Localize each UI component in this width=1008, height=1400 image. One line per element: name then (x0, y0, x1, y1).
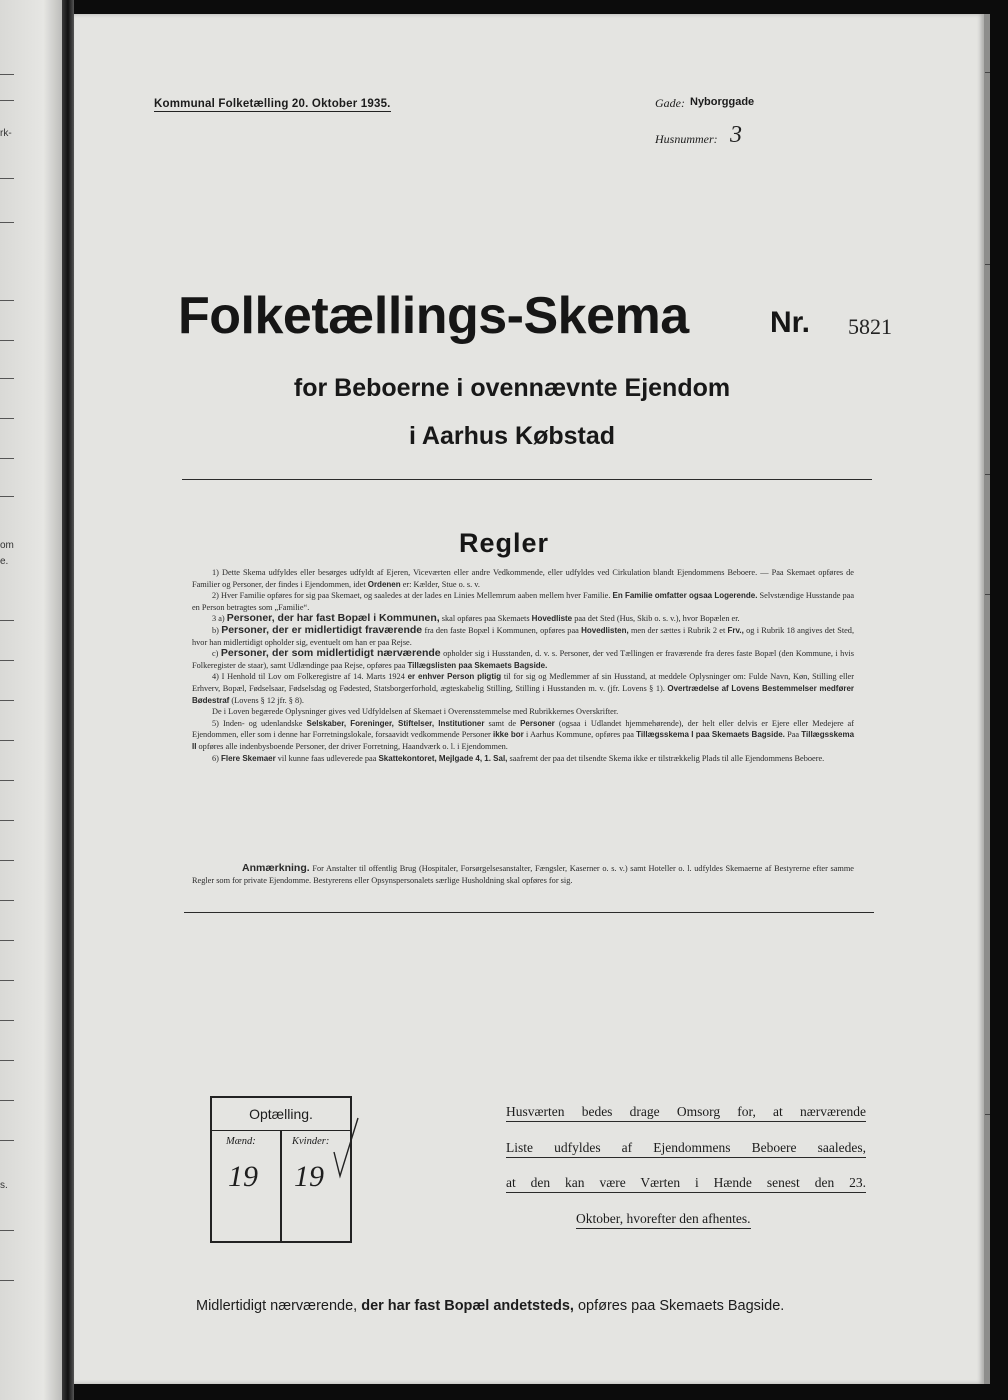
book-gutter (62, 0, 74, 1400)
rule-emphasis: Frv., (727, 625, 744, 635)
women-label: Kvinder: (292, 1136, 330, 1147)
count-divider (280, 1130, 282, 1241)
rule-text: og i Rubrik 18 angives det Sted, hvor han midlertidigt opholder sig, eventuelt om han er paa Rejse. (192, 625, 855, 647)
men-label: Mænd: (226, 1136, 256, 1147)
rule-heading: Personer, der er midlertidigt fraværende (221, 623, 423, 636)
edge-mark (985, 264, 990, 265)
street-value: Nyborggade (690, 96, 755, 108)
rule-text: De i Loven begærede Oplysninger gives ved Udfyldelsen af Skemaet i Overensstemmelse med Rubrikkernes Overskrifter. (212, 707, 619, 717)
rule-emphasis: ikke bor (492, 730, 524, 740)
rule-text: Paa (787, 730, 800, 740)
footer-emphasis: der har fast Bopæl andetsteds, (361, 1298, 574, 1314)
census-date-line: Kommunal Folketælling 20. Oktober 1935. (154, 98, 391, 110)
footer-instruction (196, 1298, 784, 1314)
rule-emphasis: er enhver Person pligtig (407, 672, 502, 682)
notice-line-4: Oktober, hvorefter den afhentes. (576, 1211, 751, 1229)
ruled-line (0, 860, 14, 861)
ruled-line (0, 620, 14, 621)
ruled-line (0, 74, 14, 75)
rule-text: fra den faste Bopæl i Kommunen, opføres paa (424, 625, 579, 635)
street-label: Gade: (655, 96, 685, 110)
rule-3b (192, 625, 854, 648)
ruled-line (0, 300, 14, 301)
rule-text: opføres alle indenbysboende Personer, der driver Forretning, Haandværk o. l. i Ejendommen. (198, 741, 508, 751)
rule-3c (192, 648, 854, 671)
rule-text: (Lovens § 12 jfr. § 8). (231, 695, 305, 705)
page-fragment-text: s. (0, 1180, 8, 1191)
rule-text: men der sættes i Rubrik 2 et (630, 625, 726, 635)
rule-5 (192, 718, 854, 753)
rule-emphasis: Ordenen (367, 579, 401, 589)
rule-6 (192, 753, 854, 765)
check-mark (330, 1116, 360, 1186)
ruled-line (0, 496, 14, 497)
rule-text: i Aarhus Kommune, opføres paa (525, 730, 634, 740)
ruled-line (0, 458, 14, 459)
rule-number: 6) (212, 753, 219, 763)
rule-2 (192, 590, 854, 613)
ruled-line (0, 700, 14, 701)
ruled-line (0, 178, 14, 179)
divider-bottom (184, 912, 874, 913)
page-fragment-text: e. (0, 556, 9, 567)
rule-text: er: Kælder, Stue o. s. v. (402, 579, 480, 589)
rule-emphasis: Selskaber, Foreninger, Stiftelser, Institutioner (306, 718, 485, 728)
ruled-line (0, 1060, 14, 1061)
form-title: Folketællings-Skema (178, 287, 689, 345)
rule-heading: Personer, der har fast Bopæl i Kommunen, (226, 612, 440, 625)
remark-text: For Anstalter til offentlig Brug (Hospitaler, Forsørgelsesanstalter, Fængsler, Kaserner o. s. v.) samt Hoteller o. l. udfyldes Skemaerne af Bestyrerne efter samme Regler som for private Ejendomme. Bestyrerens eller Opsynspersonalets særlige Husholdning skal opføres for sig. (192, 864, 854, 885)
form-number-label: Nr. (770, 306, 811, 339)
previous-page-edge (0, 0, 62, 1400)
house-number-value: 3 (730, 122, 742, 148)
rule-text: samt de (488, 718, 517, 728)
divider-top (182, 479, 872, 480)
rule-number: b) (212, 625, 219, 635)
rule-emphasis: Personer (520, 718, 555, 728)
rule-emphasis: Tillægsskema I paa Skemaets Bagside. (636, 730, 785, 740)
rule-text: til for sig og Medlemmer af sin Husstand, at meddele Oplysninger om: Fulde Navn, Køn, Stilling eller Erhverv, Bopæl, Fødselsaar, Fødselsdag og Fødested, Statsborgerforhold, ægteskabelig Stilling, Stilling i Husstanden m. v. (jfr. Lovens § 1). (192, 672, 854, 693)
ruled-line (0, 1280, 14, 1281)
rule-emphasis: Flere Skemaer (221, 753, 276, 763)
women-count: 19 (294, 1160, 324, 1193)
rule-text: saafremt der paa det tilsendte Skema ikke er tilstrækkelig Plads til alle Ejendommens Beboere. (509, 753, 825, 763)
rule-emphasis: Tillægsskema II (192, 730, 855, 751)
ruled-line (0, 1020, 14, 1021)
footer-text: Midlertidigt nærværende, (196, 1298, 358, 1314)
rule-text: paa det Sted (Hus, Skib o. s. v.), hvor Bopælen er. (574, 614, 740, 624)
ruled-line (0, 222, 14, 223)
rule-text: (ogsaa i Udlandet hjemmehørende), der helt eller delvis er Ejere eller Medejere af Ejendommen, eller som i denne har Forretningslokale, forsaavidt vedkommende Personer (192, 718, 855, 740)
rule-text: skal opføres paa Skemaets (441, 614, 530, 624)
ruled-line (0, 900, 14, 901)
ruled-line (0, 1100, 14, 1101)
rule-emphasis: Tillægslisten paa Skemaets Bagside. (407, 660, 548, 670)
ruled-line (0, 980, 14, 981)
rule-heading: Personer, der som midlertidigt nærværende (220, 647, 441, 660)
census-form-page (74, 14, 984, 1384)
ruled-line (0, 1230, 14, 1231)
rule-emphasis: Hovedlisten, (581, 625, 629, 635)
rule-text: opholder sig i Husstanden, d. v. s. Personer, der ved Tællingen er fraværende fra deres faste Bopæl (den Kommune, i hvis Folkeregister de staar), samt Udlændinge paa Rejse, opføres paa (192, 649, 855, 670)
rule-text: vil kunne faas udleverede paa (277, 753, 377, 763)
count-title: Optælling. (212, 1098, 350, 1131)
notice-line-2: Liste udfyldes af Ejendommens Beboere saaledes, (506, 1140, 866, 1158)
rule-emphasis: En Familie omfatter ogsaa Logerende. (612, 591, 758, 601)
ruled-line (0, 940, 14, 941)
edge-mark (985, 72, 990, 73)
house-number-label: Husnummer: (655, 132, 718, 146)
page-fragment-text: rk- (0, 128, 12, 139)
count-box (210, 1096, 352, 1243)
rule-text: 4) I Henhold til Lov om Folkeregistre af 14. Marts 1924 (212, 672, 405, 682)
rule-4-note (192, 706, 854, 718)
rule-1 (192, 567, 854, 590)
form-location: i Aarhus Købstad (408, 422, 616, 450)
ruled-line (0, 740, 14, 741)
rule-text: 5) Inden- og udenlandske (212, 718, 303, 728)
form-number-value: 5821 (848, 314, 892, 339)
rules-text (192, 567, 854, 764)
rule-text: Selvstændige Husstande paa en Person betragtes som „Familie“. (192, 591, 854, 612)
rule-emphasis: Overtrædelse af Lovens Bestemmelser medfører Bødestraf (192, 683, 855, 705)
page-edge (984, 14, 990, 1384)
footer-text: opføres paa Skemaets Bagside. (577, 1298, 785, 1314)
rule-emphasis: Skattekontoret, Mejlgade 4, 1. Sal, (378, 753, 508, 763)
page-fragment-text: om (0, 540, 14, 551)
ruled-line (0, 780, 14, 781)
men-count: 19 (228, 1160, 258, 1193)
remark-paragraph (192, 862, 854, 887)
ruled-line (0, 340, 14, 341)
ruled-line (0, 820, 14, 821)
edge-mark (985, 474, 990, 475)
rule-4 (192, 671, 854, 706)
rule-number: 3 a) (212, 614, 225, 624)
ruled-line (0, 1140, 14, 1141)
notice-line-3: at den kan være Værten i Hænde senest den 23. (506, 1175, 866, 1193)
rule-emphasis: Hovedliste (531, 614, 573, 624)
ruled-line (0, 100, 14, 101)
ruled-line (0, 418, 14, 419)
rule-text: 2) Hver Familie opføres for sig paa Skemaet, og saaledes at der lades en Linies Mellemrum aaben mellem hver Familie. (212, 591, 611, 601)
edge-mark (985, 594, 990, 595)
ruled-line (0, 660, 14, 661)
rules-heading: Regler (458, 528, 550, 558)
remark-lead: Anmærkning. (242, 862, 310, 874)
form-subtitle: for Beboerne i ovennævnte Ejendom (293, 374, 731, 402)
edge-mark (985, 1114, 990, 1115)
ruled-line (0, 378, 14, 379)
rule-number: c) (212, 649, 219, 659)
rule-text: 1) Dette Skema udfyldes eller besørges udfyldt af Ejeren, Viceværten eller andre Vedkommende, eller udfyldes ved Cirkulation blandt Ejendommens Beboere. — Paa Skemaet opføres de Familier og Personer, der findes i Ejendommen, idet (192, 568, 854, 589)
notice-line-1: Husværten bedes drage Omsorg for, at nærværende (506, 1104, 866, 1122)
